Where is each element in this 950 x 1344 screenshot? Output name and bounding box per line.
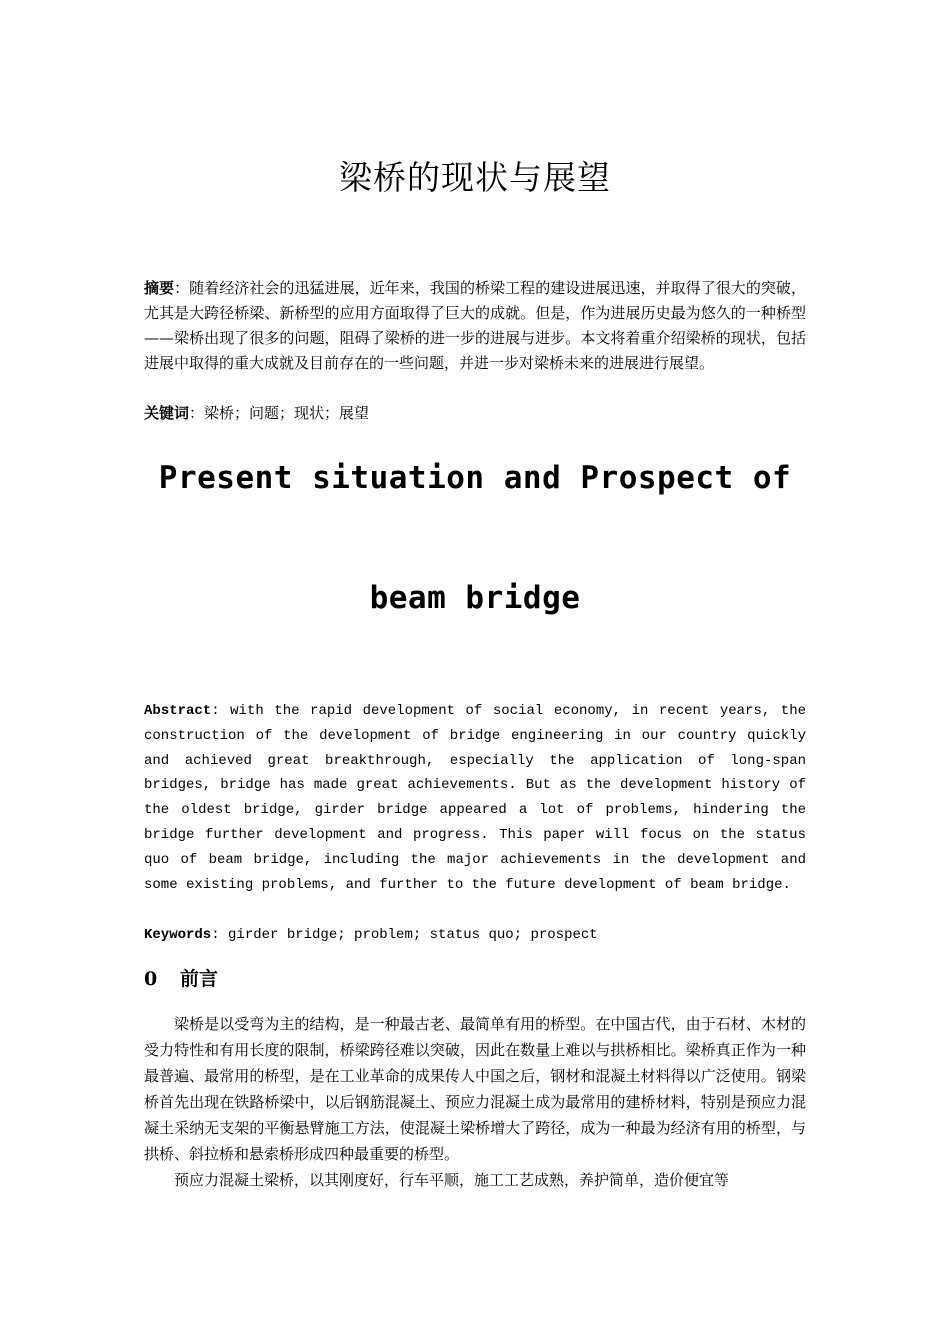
chinese-keywords-label: 关键词 [144, 404, 190, 422]
english-keywords-text: : girder bridge; problem; status quo; prospect [211, 927, 598, 943]
body-paragraph: 梁桥是以受弯为主的结构，是一种最古老、最简单有用的桥型。在中国古代，由于石材、木材的受力特性和有用长度的限制，桥梁跨径难以突破，因此在数量上难以与拱桥相比。梁桥真正作为一种最普遍、最常用的桥型，是在工业革命的成果传人中国之后，钢材和混凝土材料得以广泛使用。钢梁桥首先出现在铁路桥梁中，以后钢筋混凝土、预应力混凝土成为最常用的建桥材料，特别是预应力混凝土采纳无支架的平衡悬臂施工方法，使混凝土梁桥增大了跨径，成为一种最为经济有用的桥型，与拱桥、斜拉桥和悬索桥形成四种最重要的桥型。 [144, 1015, 806, 1163]
section-title: 前言 [180, 968, 219, 990]
english-abstract-label: Abstract [144, 703, 212, 719]
english-abstract [144, 699, 806, 897]
english-keywords [144, 923, 806, 948]
body-paragraph: 预应力混凝土梁桥，以其刚度好，行车平顺，施工工艺成熟，养护简单，造价便宜等 [174, 1171, 730, 1189]
chinese-abstract-label: 摘要 [144, 279, 175, 297]
chinese-title: 梁桥的现状与展望 [339, 158, 611, 197]
section-heading-preface [144, 964, 218, 994]
chinese-keywords-text: ：梁桥；问题；现状；展望 [189, 404, 370, 422]
chinese-abstract [144, 276, 806, 376]
english-abstract-text: : with the rapid development of social economy, in recent years, the construction of the development of bridge engineering in our country quickly and achieved great breakthrough, especially the application of long-span bridges, bridge has made great achievements. But as the development history of the oldest bridge, girder bridge appeared a lot of problems, hindering the bridge further development and progress. This paper will focus on the status quo of beam bridge, including the major achievements in the development and some existing problems, and further to the future development of beam bridge. [144, 703, 806, 893]
english-title-line-2: beam bridge [369, 580, 581, 616]
english-title-line-1: Present situation and Prospect of [158, 460, 792, 496]
english-keywords-label: Keywords [144, 927, 212, 943]
chinese-abstract-text: ：随着经济社会的迅猛进展，近年来，我国的桥梁工程的建设进展迅速，并取得了很大的突破，尤其是大跨径桥梁、新桥型的应用方面取得了巨大的成就。但是，作为进展历史最为悠久的一种桥型——梁桥出现了很多的问题，阻碍了梁桥的进一步的进展与进步。本文将着重介绍梁桥的现状，包括进展中取得的重大成就及目前存在的一些问题，并进一步对梁桥未来的进展进行展望。 [144, 279, 806, 372]
chinese-keywords [144, 401, 806, 426]
body-text [144, 1011, 806, 1193]
section-number: 0 [144, 968, 158, 990]
